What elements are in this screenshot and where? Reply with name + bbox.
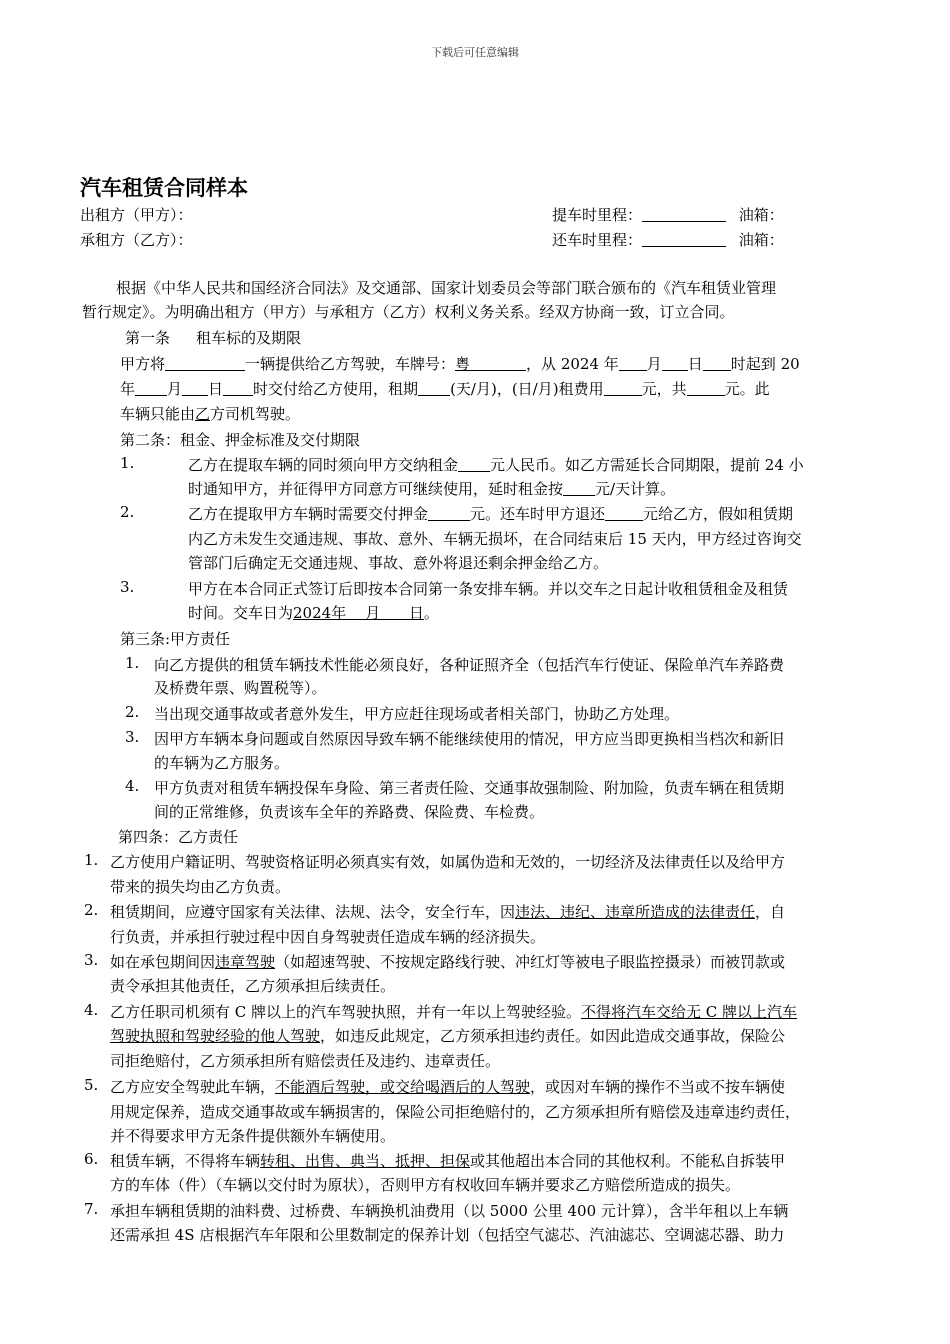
article2-item3-line2 xyxy=(188,602,439,623)
text: 元，共 xyxy=(641,380,687,398)
lessor-label: 出租方（甲方）： xyxy=(80,206,193,224)
article4-item4-line2 xyxy=(110,1025,785,1046)
text: 元。此 xyxy=(724,380,770,398)
text: 一辆提供给乙方驾驶，车牌号： xyxy=(245,355,456,373)
text: 甲方将 xyxy=(120,355,166,373)
return-mileage-blank[interactable] xyxy=(642,232,726,247)
pickup-fuel-label: 油箱： xyxy=(738,206,784,224)
text: 方司机驾驶。 xyxy=(210,405,301,423)
text: 租赁期间，应遵守国家有关法律、法规、法令，安全行车，因 xyxy=(110,903,516,921)
intro-line-2: 暂行规定》。为明确出租方（甲方）与承租方（乙方）权利义务关系。经双方协商一致，订立合同。 xyxy=(82,303,735,321)
rent-amount-blank[interactable] xyxy=(458,457,490,472)
plate-prefix: 粤 xyxy=(455,355,471,373)
article3-item3-line2: 的车辆为乙方服务。 xyxy=(154,754,290,772)
article4-item2-line2: 行负责，并承担行驶过程中因自身驾驶责任造成车辆的经济损失。 xyxy=(110,928,546,946)
text: 月 xyxy=(646,355,662,373)
article4-item5-number: 5. xyxy=(84,1076,99,1094)
article2-item2-line1 xyxy=(188,503,793,524)
start-hour-blank[interactable] xyxy=(703,356,731,371)
text: ，从 2024 年 xyxy=(526,355,619,373)
text: 或其他超出本合同的其他权利。不能私自拆装甲 xyxy=(470,1152,786,1170)
underlined-clause: 不得将汽车交给无 C 牌以上汽车 xyxy=(581,1003,798,1021)
text: 车辆只能由 xyxy=(120,405,196,423)
article3-heading: 第三条:甲方责任 xyxy=(120,630,231,648)
text: 乙方应安全驾驶此车辆， xyxy=(110,1078,276,1096)
underlined-clause: 转租、出售、典当、抵押、担保 xyxy=(260,1152,471,1170)
header-note: 下载后可任意编辑 xyxy=(431,46,519,59)
article3-item2-line1: 当出现交通事故或者意外发生，甲方应赶往现场或者相关部门，协助乙方处理。 xyxy=(154,705,680,723)
text: 时起到 20 xyxy=(730,355,800,373)
text: 租赁车辆，不得将车辆 xyxy=(110,1152,261,1170)
end-month-blank[interactable] xyxy=(182,381,208,396)
article3-item4-line1: 甲方负责对租赁车辆投保车身险、第三者责任险、交通事故强制险、附加险，负责车辆在租赁期 xyxy=(154,779,785,797)
deposit-refund-blank[interactable] xyxy=(605,506,643,521)
contract-title: 汽车租赁合同样本 xyxy=(80,175,248,200)
text: 如在承包期间因 xyxy=(110,953,216,971)
article4-heading: 第四条：乙方责任 xyxy=(118,828,239,846)
article4-item2-line1 xyxy=(110,901,785,922)
article4-item7-line2: 还需承担 4S 店根据汽车年限和公里数制定的保养计划（包括空气滤芯、汽油滤芯、空调滤芯器、助力 xyxy=(110,1226,785,1244)
article1-heading xyxy=(125,327,301,348)
pickup-mileage-blank[interactable] xyxy=(642,207,726,222)
overtime-rate-blank[interactable] xyxy=(563,481,595,496)
article4-item7-line1: 承担车辆租赁期的油料费、过桥费、车辆换机油费用（以 5000 公里 400 元计算），含半年租以上车辆 xyxy=(110,1202,789,1220)
article4-item1-number: 1. xyxy=(84,851,99,869)
article2-item2-line3: 管部门后确定无交通违规、事故、意外将退还剩余押金给乙方。 xyxy=(188,554,609,572)
article4-item7-number: 7. xyxy=(84,1200,99,1218)
underlined-clause: 不能酒后驾驶，或交给喝酒后的人驾驶 xyxy=(275,1078,531,1096)
article3-item1-line2: 及桥费年票、购置税等）。 xyxy=(154,679,327,697)
article4-item1-line2: 带来的损失均由乙方负责。 xyxy=(110,878,291,896)
article3-item4-number: 4. xyxy=(125,777,140,795)
text: 乙方在提取车辆的同时须向甲方交纳租金 xyxy=(188,456,459,474)
article4-item4-line1 xyxy=(110,1001,797,1022)
start-month-blank[interactable] xyxy=(619,356,647,371)
text: 时交付给乙方使用，租期 xyxy=(253,380,419,398)
article3-item1-number: 1. xyxy=(125,654,140,672)
article4-item1-line1: 乙方使用户籍证明、驾驶资格证明必须真实有效，如属伪造和无效的，一切经济及法律责任以及给甲方 xyxy=(110,853,786,871)
intro-line-1: 根据《中华人民共和国经济合同法》及交通部、国家计划委员会等部门联合颁布的《汽车租赁业管理 xyxy=(116,279,777,297)
text: 元给乙方，假如租赁期 xyxy=(643,505,794,523)
article3-item4-line2: 间的正常维修，负责该车全年的养路费、保险费、车检费。 xyxy=(154,803,545,821)
article2-item3-number: 3. xyxy=(120,578,135,596)
plate-number-blank[interactable] xyxy=(470,356,526,371)
text: 日 xyxy=(687,355,703,373)
text: 时通知甲方，并征得甲方同意方可继续使用，延时租金按 xyxy=(188,480,564,498)
underlined-clause: 违章驾驶 xyxy=(215,953,276,971)
start-day-blank[interactable] xyxy=(662,356,688,371)
article2-item1-line2 xyxy=(188,478,675,499)
article1-title: 租车标的及期限 xyxy=(196,329,302,347)
end-year-blank[interactable] xyxy=(135,381,167,396)
article1-line-3 xyxy=(120,403,300,424)
article4-item5-line2: 用规定保养，造成交通事故或车辆损害的，保险公司拒绝赔付的，乙方须承担所有赔偿及违章违约责任， xyxy=(110,1103,801,1121)
rent-fee-blank[interactable] xyxy=(604,381,642,396)
text: 元/天计算。 xyxy=(595,480,676,498)
text: 乙方在提取甲方车辆时需要交付押金 xyxy=(188,505,429,523)
delivery-date: 2024年 月 日 xyxy=(293,604,424,622)
return-fuel-label: 油箱： xyxy=(738,231,784,249)
article4-item6-line2: 方的车体（件）（车辆以交付时为原状），否则甲方有权收回车辆并要求乙方赔偿所造成的损失。 xyxy=(110,1176,741,1194)
article2-item1-line1 xyxy=(188,454,804,475)
article4-item5-line3: 并不得要求甲方无条件提供额外车辆使用。 xyxy=(110,1127,396,1145)
car-model-blank[interactable] xyxy=(165,356,245,371)
text: ，如违反此规定，乙方须承担违约责任。如因此造成交通事故，保险公 xyxy=(320,1027,786,1045)
article4-item6-line1 xyxy=(110,1150,785,1171)
end-hour-blank[interactable] xyxy=(223,381,253,396)
text: （如超速驾驶、不按规定路线行驶、冲红灯等被电子眼监控摄录）而被罚款或 xyxy=(275,953,786,971)
article2-item2-line2: 内乙方未发生交通违规、事故、意外、车辆无损坏，在合同结束后 15 天内，甲方经过咨询交 xyxy=(188,530,802,548)
underlined-clause: 驾驶执照和驾驶经验的他人驾驶 xyxy=(110,1027,321,1045)
pickup-mileage-label: 提车时里程： xyxy=(552,206,643,224)
article3-item2-number: 2. xyxy=(125,703,140,721)
article1-line-1 xyxy=(120,353,800,374)
article1-line-2 xyxy=(120,378,770,399)
article2-item1-number: 1. xyxy=(120,454,135,472)
article4-item5-line1 xyxy=(110,1076,785,1097)
deposit-amount-blank[interactable] xyxy=(428,506,470,521)
article4-item3-line2: 责令承担其他责任，乙方须承担后续责任。 xyxy=(110,977,396,995)
return-mileage-label: 还车时里程： xyxy=(552,231,643,249)
article2-heading: 第二条：租金、押金标准及交付期限 xyxy=(120,431,361,449)
text: 元。还车时甲方退还 xyxy=(470,505,606,523)
pickup-mileage-row xyxy=(552,204,784,225)
text: 月 xyxy=(167,380,183,398)
text: 年 xyxy=(120,380,136,398)
lease-term-blank[interactable] xyxy=(418,381,450,396)
text: ，自 xyxy=(755,903,786,921)
driver-party: 乙 xyxy=(195,405,211,423)
article3-item3-number: 3. xyxy=(125,728,140,746)
article2-item2-number: 2. xyxy=(120,503,135,521)
return-mileage-row xyxy=(552,229,784,250)
article2-item3-line1: 甲方在本合同正式签订后即按本合同第一条安排车辆。并以交车之日起计收租赁租金及租赁 xyxy=(188,580,789,598)
article4-item3-line1 xyxy=(110,951,785,972)
article4-item2-number: 2. xyxy=(84,901,99,919)
article3-item1-line1: 向乙方提供的租赁车辆技术性能必须良好，各种证照齐全（包括汽车行使证、保险单汽车养路费 xyxy=(154,656,785,674)
text: 。 xyxy=(423,604,439,622)
article4-item6-number: 6. xyxy=(84,1150,99,1168)
article4-item4-line3: 司拒绝赔付，乙方须承担所有赔偿责任及违约、违章责任。 xyxy=(110,1052,501,1070)
text: 时间。交车日为 xyxy=(188,604,294,622)
article1-number: 第一条 xyxy=(125,329,171,347)
text: 乙方任职司机须有 C 牌以上的汽车驾驶执照，并有一年以上驾驶经验。 xyxy=(110,1003,582,1021)
text: 日 xyxy=(208,380,224,398)
article4-item4-number: 4. xyxy=(84,1001,99,1019)
total-fee-blank[interactable] xyxy=(687,381,725,396)
text: ，或因对车辆的操作不当或不按车辆使 xyxy=(530,1078,786,1096)
article3-item3-line1: 因甲方车辆本身问题或自然原因导致车辆不能继续使用的情况，甲方应当即更换相当档次和新旧 xyxy=(154,730,785,748)
lessee-label: 承租方（乙方）： xyxy=(80,231,193,249)
article4-item3-number: 3. xyxy=(84,951,99,969)
text: (天/月)，(日/月)租费用 xyxy=(450,380,604,398)
underlined-clause: 违法、违纪、违章所造成的法律责任 xyxy=(515,903,756,921)
text: 元人民币。如乙方需延长合同期限，提前 24 小 xyxy=(490,456,804,474)
